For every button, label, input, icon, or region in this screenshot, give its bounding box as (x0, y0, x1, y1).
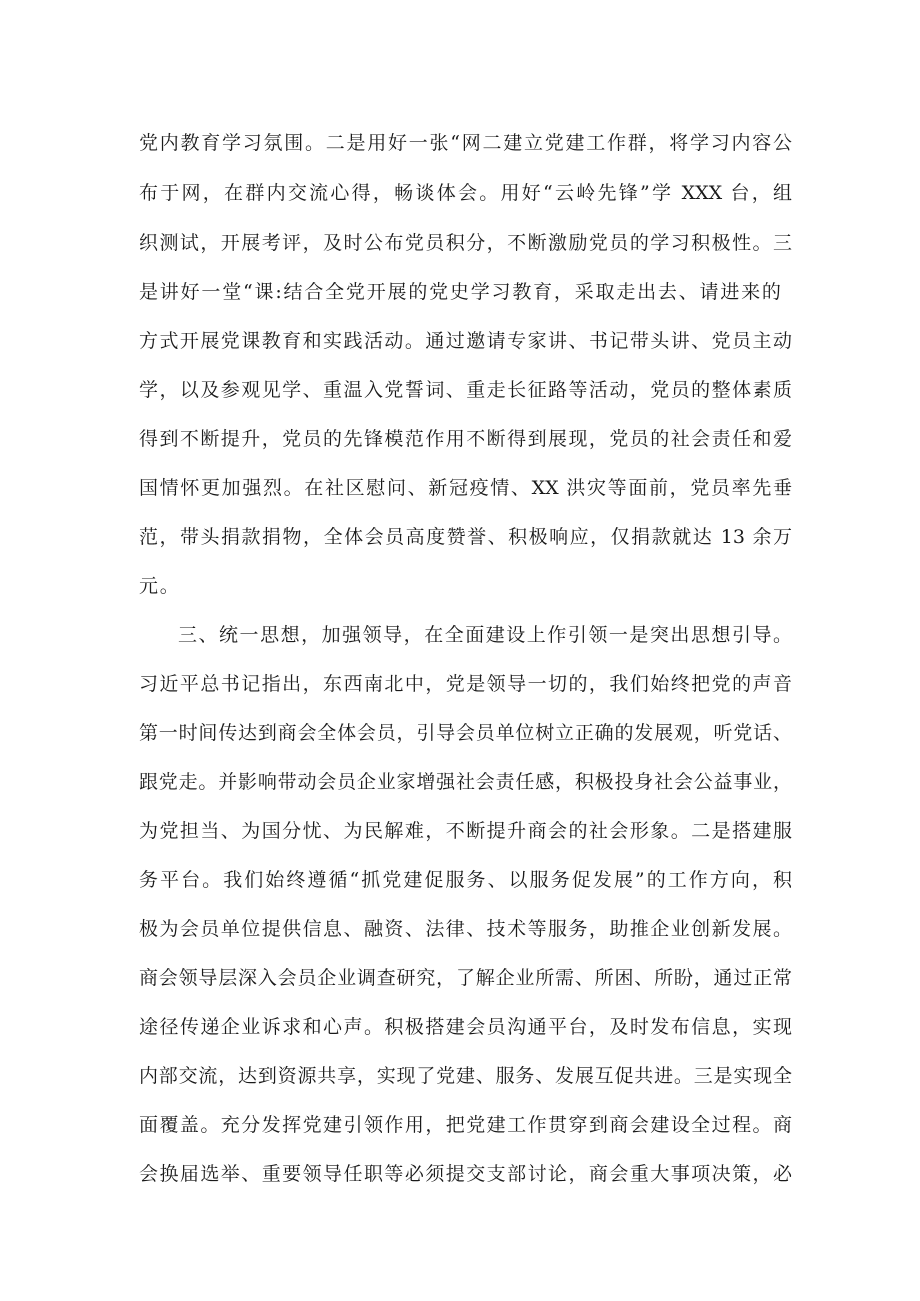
text-line: 内部交流，达到资源共享，实现了党建、服务、发展互促共进。三是实现全 (139, 1065, 792, 1087)
text-line: 国情怀更加强烈。在社区慰问、新冠疫情、XX 洪灾等面前，党员率先垂 (139, 477, 792, 499)
text-line: 务平台。我们始终遵循“抓党建促服务、以服务促发展”的工作方向，积 (139, 869, 792, 891)
text-line: 跟党走。并影响带动会员企业家增强社会责任感，积极投身社会公益事业， (139, 771, 792, 793)
text-line: 学，以及参观见学、重温入党誓词、重走长征路等活动，党员的整体素质 (139, 379, 792, 401)
text-line: 得到不断提升，党员的先锋模范作用不断得到展现，党员的社会责任和爱 (139, 428, 792, 450)
text-line: 会换届选举、重要领导任职等必须提交支部讨论，商会重大事项决策，必 (139, 1163, 792, 1185)
text-line: 党内教育学习氛围。二是用好一张“网二建立党建工作群，将学习内容公 (139, 132, 792, 154)
text-line: 织测试，开展考评，及时公布党员积分，不断激励党员的学习积极性。三 (139, 232, 792, 254)
text-line: 元。 (139, 575, 181, 597)
text-line: 范，带头捐款捐物，全体会员高度赞誉、积极响应，仅捐款就达 13 余万 (139, 526, 792, 548)
text-line: 途径传递企业诉求和心声。积极搭建会员沟通平台，及时发布信息，实现 (139, 1016, 792, 1038)
text-line: 为党担当、为国分忧、为民解难，不断提升商会的社会形象。二是搭建服 (139, 820, 792, 842)
text-line: 布于网，在群内交流心得，畅谈体会。用好“云岭先锋”学 XXX 台，组 (139, 182, 792, 204)
text-line: 极为会员单位提供信息、融资、法律、技术等服务，助推企业创新发展。 (139, 918, 792, 940)
text-line: 商会领导层深入会员企业调查研究，了解企业所需、所困、所盼，通过正常 (139, 967, 792, 989)
text-line: 方式开展党课教育和实践活动。通过邀请专家讲、书记带头讲、党员主动 (139, 330, 792, 352)
text-line: 第一时间传达到商会全体会员，引导会员单位树立正确的发展观，听党话、 (139, 722, 792, 744)
text-line: 习近平总书记指出，东西南北中，党是领导一切的，我们始终把党的声音 (139, 673, 792, 695)
text-line: 面覆盖。充分发挥党建引领作用，把党建工作贯穿到商会建设全过程。商 (139, 1114, 792, 1136)
text-line: 是讲好一堂“课:结合全党开展的党史学习教育，采取走出去、请进来的 (139, 281, 783, 303)
section-heading-line: 三、统一思想，加强领导，在全面建设上作引领一是突出思想引导。 (178, 624, 792, 646)
